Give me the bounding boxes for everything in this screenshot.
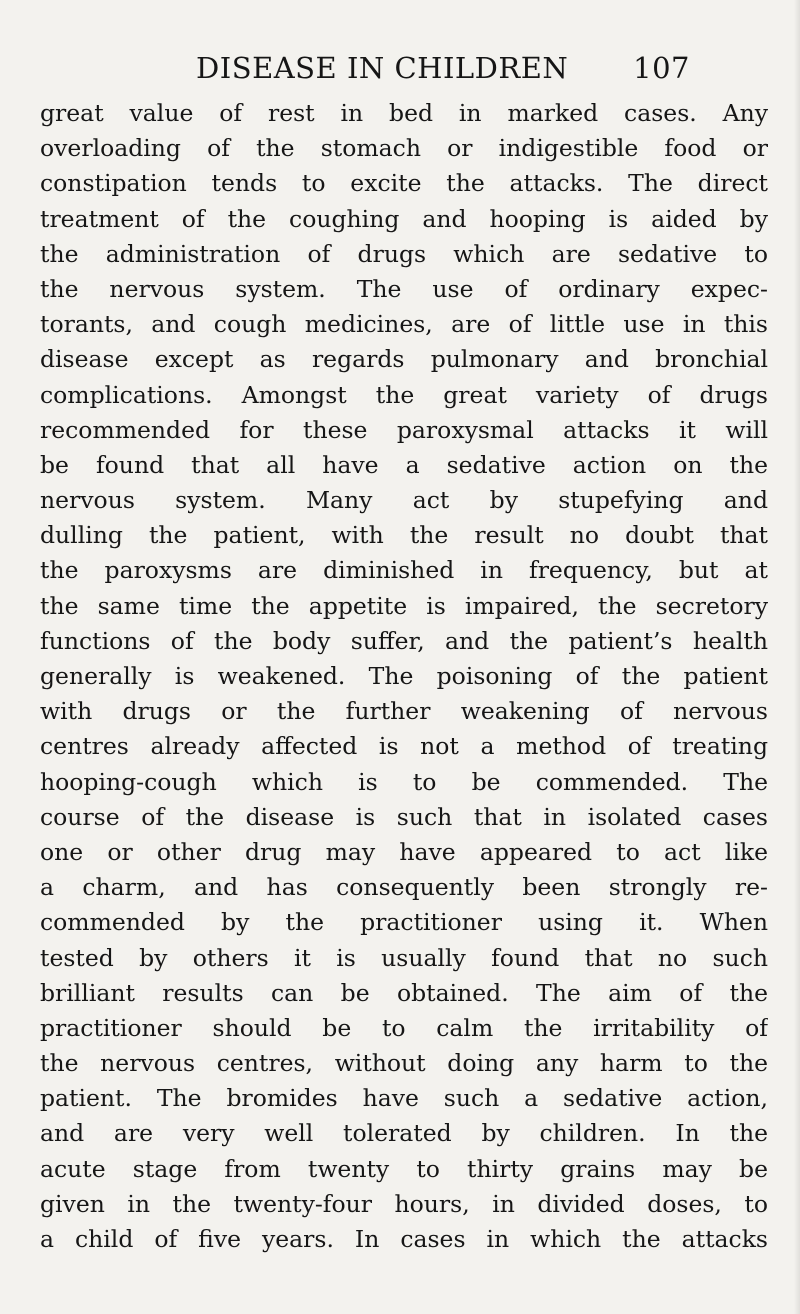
running-head [196,48,690,88]
text-line: great value of rest in bed in marked cases. Any [40,99,768,127]
text-line: tested by others it is usually found that no such [40,943,768,972]
text-line: disease except as regards pulmonary and bronchial [40,345,768,374]
text-line: the nervous system. The use of ordinary expec- [40,274,768,303]
text-line: treatment of the coughing and hooping is aided by [40,204,768,233]
text-line: the same time the appetite is impaired, the secretory [40,591,768,620]
text-line: and are very well tolerated by children. In the [40,1119,768,1148]
running-head-title: DISEASE IN CHILDREN [196,51,569,85]
text-line: nervous system. Many act by stupefying and [40,486,768,515]
text-line: recommended for these paroxysmal attacks it will [40,415,768,444]
text-line: course of the disease is such that in isolated cases [40,802,768,831]
text-line: the administration of drugs which are sedative to [40,239,768,268]
text-line: constipation tends to excite the attacks. The direct [40,169,768,198]
text-line: hooping-cough which is to be commended. The [40,767,768,796]
text-line: dulling the patient, with the result no doubt that [40,521,768,550]
text-line: centres already affected is not a method of treating [40,732,768,761]
text-line: functions of the body suffer, and the patient’s health [40,626,768,655]
text-line: overloading of the stomach or indigestible food or [40,134,768,163]
text-line: practitioner should be to calm the irritability of [40,1013,768,1042]
text-line: a child of five years. In cases in which the attacks [40,1225,768,1253]
body-text [40,96,768,1257]
text-line: be found that all have a sedative action on the [40,450,768,479]
page-number: 107 [633,51,690,85]
text-line: complications. Amongst the great variety of drugs [40,380,768,409]
text-line: brilliant results can be obtained. The aim of the [40,978,768,1007]
text-line: the paroxysms are diminished in frequency, but at [40,556,768,585]
text-line: one or other drug may have appeared to act like [40,837,768,866]
text-line: given in the twenty-four hours, in divided doses, to [40,1189,768,1218]
text-line: torants, and cough medicines, are of little use in this [40,310,768,339]
text-line: acute stage from twenty to thirty grains may be [40,1154,768,1183]
text-line: generally is weakened. The poisoning of the patient [40,662,768,690]
text-line: with drugs or the further weakening of nervous [40,697,768,726]
text-line: a charm, and has consequently been strongly re- [40,873,768,902]
text-line: patient. The bromides have such a sedative action, [40,1084,768,1113]
text-line: commended by the practitioner using it. When [40,908,768,937]
text-line: the nervous centres, without doing any harm to the [40,1049,768,1078]
page-edge-shadow [794,0,800,1314]
